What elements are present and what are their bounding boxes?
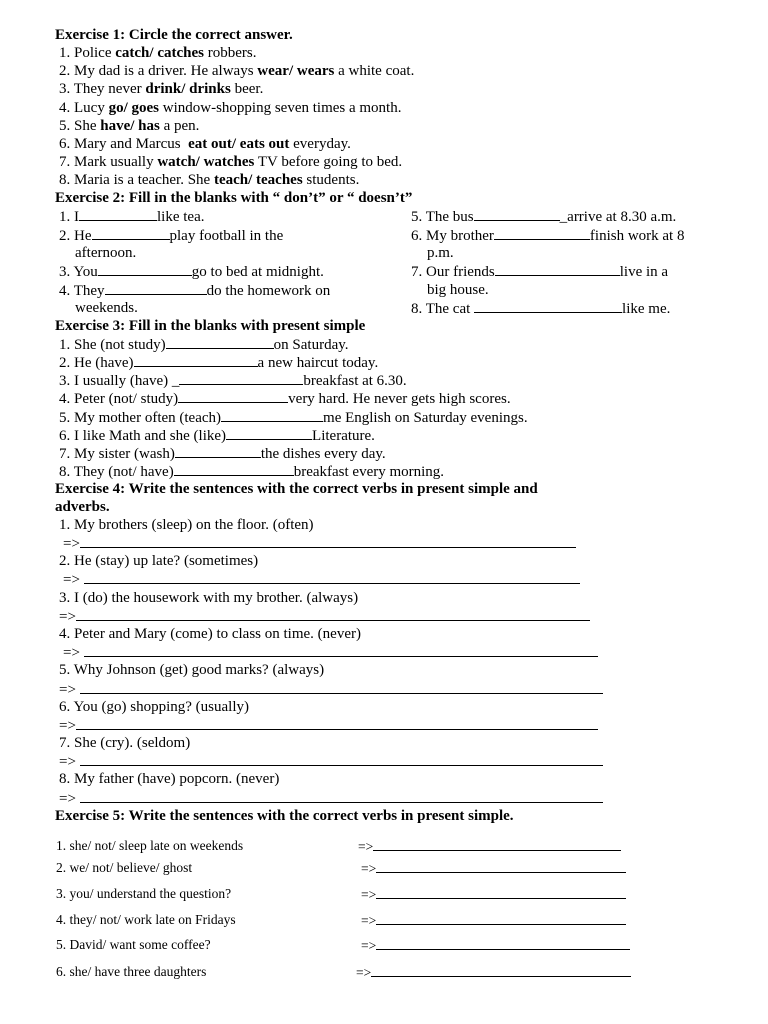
item-number: 6. [59, 136, 71, 152]
answer-blank[interactable] [166, 335, 274, 349]
item-number: 4. [59, 391, 71, 407]
item-number: 2. [59, 553, 71, 569]
item-number: 5. [59, 118, 71, 134]
answer-blank[interactable] [174, 462, 294, 476]
answer-line[interactable] [376, 885, 626, 899]
arrow-marker: => [59, 609, 76, 625]
item-number: 1. [59, 209, 71, 225]
ex2-item-7 [411, 262, 668, 281]
item-text: My father (have) popcorn. (never) [74, 771, 280, 787]
item-text-post: a new haircut today. [257, 355, 379, 371]
ex4-item-8 [59, 770, 279, 788]
arrow-marker: => [59, 682, 76, 698]
item-text-post: like tea. [157, 209, 205, 225]
item-text: she/ not/ sleep late on weekends [69, 838, 244, 853]
item-text-post: play football in the [169, 228, 284, 244]
item-text-post: everyday. [289, 136, 351, 152]
item-text: I (do) the housework with my brother. (always) [74, 590, 359, 606]
ex1-item-3 [59, 80, 263, 98]
item-text-post: _arrive at 8.30 a.m. [559, 209, 677, 225]
answer-line[interactable] [80, 534, 576, 548]
item-number: 2. [59, 355, 71, 371]
arrow-marker: => [361, 913, 377, 928]
answer-line[interactable] [84, 570, 580, 584]
item-number: 1. [56, 838, 67, 853]
ex4-item-1 [59, 516, 314, 534]
item-text-post: like me. [622, 301, 671, 317]
item-text-post: robbers. [203, 45, 257, 61]
ex5-answer-6 [356, 963, 631, 982]
item-number: 3. [59, 590, 71, 606]
arrow-marker: => [356, 965, 372, 980]
answer-line[interactable] [376, 936, 630, 950]
item-number: 1. [59, 337, 71, 353]
answer-choice[interactable]: watch/ watches [157, 154, 255, 170]
ex3-item-5 [59, 408, 528, 427]
item-text-post: TV before going to bed. [254, 154, 403, 170]
item-text-post: me English on Saturday evenings. [323, 410, 528, 426]
ex3-item-3 [59, 371, 407, 390]
answer-choice[interactable]: teach/ teaches [213, 172, 303, 188]
ex5-item-2 [56, 859, 192, 877]
item-text-post: breakfast every morning. [293, 464, 445, 480]
item-text-pre: You [73, 264, 98, 280]
arrow-marker: => [361, 938, 377, 953]
answer-line[interactable] [371, 963, 631, 977]
arrow-marker: => [59, 754, 76, 770]
answer-blank[interactable] [178, 389, 288, 403]
answer-blank[interactable] [98, 262, 192, 276]
item-text-pre: Mark usually [74, 154, 158, 170]
ex4-item-4 [59, 625, 361, 643]
item-number: 7. [411, 264, 423, 280]
item-text-pre: My brother [426, 228, 494, 244]
answer-choice[interactable]: wear/ wears [257, 63, 335, 79]
item-text-pre: She (not study) [74, 337, 166, 353]
item-text: He (stay) up late? (sometimes) [74, 553, 259, 569]
item-text-post: the dishes every day. [260, 446, 386, 462]
ex2-item-5 [411, 207, 676, 226]
ex3-item-8 [59, 462, 444, 481]
item-text-post: window-shopping seven times a month. [159, 100, 402, 116]
item-number: 7. [59, 446, 71, 462]
answer-blank[interactable] [474, 299, 622, 313]
item-text-pre: They (not/ have) [73, 464, 174, 480]
ex3-item-2 [59, 353, 378, 372]
item-text-pre: Lucy [74, 100, 109, 116]
item-number: 4. [59, 100, 71, 116]
ex2-item-7-continuation: big house. [427, 282, 489, 298]
item-text-post: on Saturday. [273, 337, 349, 353]
ex2-item-4 [59, 281, 330, 300]
exercise-1-title: Exercise 1: Circle the correct answer. [55, 27, 293, 43]
answer-line[interactable] [76, 716, 598, 730]
ex2-item-1 [59, 207, 204, 226]
ex5-answer-2 [361, 859, 626, 878]
arrow-marker: => [63, 645, 80, 661]
item-text-post: go to bed at midnight. [191, 264, 324, 280]
item-number: 3. [59, 373, 71, 389]
arrow-marker: => [358, 839, 374, 854]
item-number: 4. [59, 626, 71, 642]
item-text-pre: He (have) [74, 355, 134, 371]
answer-choice[interactable]: eat out/ eats out [188, 136, 290, 152]
item-text-post: breakfast at 6.30. [303, 373, 407, 389]
item-text: Peter and Mary (come) to class on time. (never) [74, 626, 361, 642]
ex4-item-6 [59, 698, 249, 716]
item-number: 3. [59, 81, 71, 97]
answer-line[interactable] [80, 680, 603, 694]
item-text-pre: The cat [425, 301, 475, 317]
item-text-pre: Mary and Marcus [74, 136, 189, 152]
item-number: 4. [56, 912, 67, 927]
answer-choice[interactable]: drink/ drinks [145, 81, 231, 97]
item-text-post: very hard. He never gets high scores. [288, 391, 511, 407]
item-number: 5. [59, 662, 71, 678]
item-text-pre: Our friends [426, 264, 495, 280]
item-text-post: beer. [230, 81, 264, 97]
ex3-item-4 [59, 389, 511, 408]
arrow-marker: => [63, 536, 80, 552]
exercise-4-title: Exercise 4: Write the sentences with the correct verbs in present simple and [55, 481, 538, 497]
item-text-pre: I [74, 209, 79, 225]
item-text-post: a white coat. [334, 63, 415, 79]
item-number: 3. [59, 264, 71, 280]
ex4-answer-8 [59, 789, 603, 808]
ex5-answer-3 [361, 885, 626, 904]
ex2-item-2-continuation: afternoon. [75, 245, 137, 261]
ex4-item-3 [59, 589, 358, 607]
arrow-marker: => [361, 887, 377, 902]
answer-blank[interactable] [474, 207, 560, 221]
item-text: You (go) shopping? (usually) [73, 699, 250, 715]
answer-blank[interactable] [175, 444, 261, 458]
item-text: My brothers (sleep) on the floor. (often) [74, 517, 314, 533]
answer-blank[interactable] [226, 426, 312, 440]
answer-blank[interactable] [221, 408, 323, 422]
item-text-post: live in a [619, 264, 669, 280]
item-text: Why Johnson (get) good marks? (always) [73, 662, 325, 678]
item-text-pre: The bus [425, 209, 474, 225]
ex5-item-3 [56, 885, 231, 903]
item-text-pre: Maria is a teacher. She [74, 172, 214, 188]
ex2-item-8 [411, 299, 670, 318]
ex2-item-3 [59, 262, 324, 281]
ex1-item-7 [59, 153, 402, 171]
item-text-pre: He [74, 228, 92, 244]
item-number: 1. [59, 45, 71, 61]
ex3-item-6 [59, 426, 375, 445]
arrow-marker: => [63, 572, 80, 588]
answer-line[interactable] [80, 752, 603, 766]
item-number: 2. [59, 63, 71, 79]
item-text-pre: I usually (have) _ [74, 373, 180, 389]
answer-line[interactable] [84, 643, 598, 657]
item-text: they/ not/ work late on Fridays [69, 912, 236, 927]
answer-line[interactable] [376, 859, 626, 873]
item-number: 6. [59, 428, 71, 444]
item-number: 8. [59, 771, 71, 787]
item-number: 6. [411, 228, 423, 244]
item-text: David/ want some coffee? [69, 937, 211, 952]
ex1-item-5 [59, 117, 199, 135]
item-text-pre: My dad is a driver. He always [74, 63, 258, 79]
arrow-marker: => [59, 791, 76, 807]
answer-line[interactable] [373, 837, 621, 851]
ex5-answer-5 [361, 936, 630, 955]
answer-choice[interactable]: have/ has [100, 118, 160, 134]
item-text: you/ understand the question? [69, 886, 232, 901]
item-number: 8. [411, 301, 423, 317]
ex5-answer-4 [361, 911, 626, 930]
ex5-item-4 [56, 911, 236, 929]
ex4-item-7 [59, 734, 190, 752]
answer-blank[interactable] [179, 371, 303, 385]
item-number: 8. [59, 172, 71, 188]
answer-line[interactable] [80, 789, 603, 803]
ex4-answer-2 [63, 570, 580, 589]
ex4-answer-7 [59, 752, 603, 771]
item-number: 5. [411, 209, 423, 225]
arrow-marker: => [361, 861, 377, 876]
answer-blank[interactable] [495, 262, 620, 276]
answer-blank[interactable] [134, 353, 258, 367]
ex4-item-2 [59, 552, 258, 570]
answer-blank[interactable] [494, 226, 590, 240]
item-text: she/ have three daughters [69, 964, 207, 979]
answer-blank[interactable] [79, 207, 157, 221]
ex1-item-1 [59, 44, 256, 62]
ex5-item-5 [56, 936, 211, 954]
item-text-pre: I like Math and she (like) [74, 428, 227, 444]
ex2-item-6-continuation: p.m. [427, 245, 454, 261]
item-text-post: do the homework on [206, 283, 331, 299]
exercise-4-title-cont: adverbs. [55, 499, 110, 515]
ex4-answer-1 [63, 534, 576, 553]
ex2-item-4-continuation: weekends. [75, 300, 138, 316]
exercise-3-title: Exercise 3: Fill in the blanks with present simple [55, 318, 366, 334]
ex2-item-6 [411, 226, 684, 245]
item-number: 2. [59, 228, 71, 244]
ex1-item-2 [59, 62, 414, 80]
item-number: 8. [59, 464, 71, 480]
ex2-item-2 [59, 226, 283, 245]
ex4-item-5 [59, 661, 324, 679]
ex1-item-6 [59, 135, 351, 153]
answer-choice[interactable]: catch/ catches [115, 45, 204, 61]
item-number: 3. [56, 886, 67, 901]
item-text-post: students. [302, 172, 360, 188]
item-number: 1. [59, 517, 71, 533]
ex4-answer-3 [59, 607, 590, 626]
ex4-answer-5 [59, 680, 603, 699]
item-text: She (cry). (seldom) [74, 735, 191, 751]
item-text: we/ not/ believe/ ghost [69, 860, 193, 875]
ex5-answer-1 [358, 837, 621, 856]
item-text-post: finish work at 8 [589, 228, 685, 244]
ex3-item-7 [59, 444, 386, 463]
ex5-item-6 [56, 963, 206, 981]
item-text-pre: My mother often (teach) [74, 410, 222, 426]
item-text-post: Literature. [312, 428, 375, 444]
item-text-pre: Peter (not/ study) [74, 391, 179, 407]
item-text-pre: Police [74, 45, 116, 61]
item-text-pre: She [74, 118, 101, 134]
ex1-item-8 [59, 171, 359, 189]
ex1-item-4 [59, 99, 401, 117]
item-number: 2. [56, 860, 67, 875]
arrow-marker: => [59, 718, 76, 734]
item-text-post: a pen. [159, 118, 200, 134]
ex4-answer-4 [63, 643, 598, 662]
item-number: 7. [59, 735, 71, 751]
item-text-pre: My sister (wash) [74, 446, 175, 462]
item-number: 4. [59, 283, 71, 299]
item-number: 7. [59, 154, 71, 170]
ex4-answer-6 [59, 716, 598, 735]
ex3-item-1 [59, 335, 349, 354]
answer-choice[interactable]: go/ goes [108, 100, 159, 116]
item-number: 5. [59, 410, 71, 426]
item-number: 6. [59, 699, 71, 715]
answer-line[interactable] [376, 911, 626, 925]
answer-blank[interactable] [105, 281, 207, 295]
item-number: 5. [56, 937, 67, 952]
exercise-2-title: Exercise 2: Fill in the blanks with “ don’t” or “ doesn’t” [55, 190, 413, 206]
exercise-5-title: Exercise 5: Write the sentences with the correct verbs in present simple. [55, 808, 514, 824]
item-text-pre: They never [73, 81, 146, 97]
answer-line[interactable] [76, 607, 590, 621]
item-text-pre: They [73, 283, 105, 299]
item-number: 6. [56, 964, 67, 979]
answer-blank[interactable] [92, 226, 170, 240]
ex5-item-1 [56, 837, 243, 855]
